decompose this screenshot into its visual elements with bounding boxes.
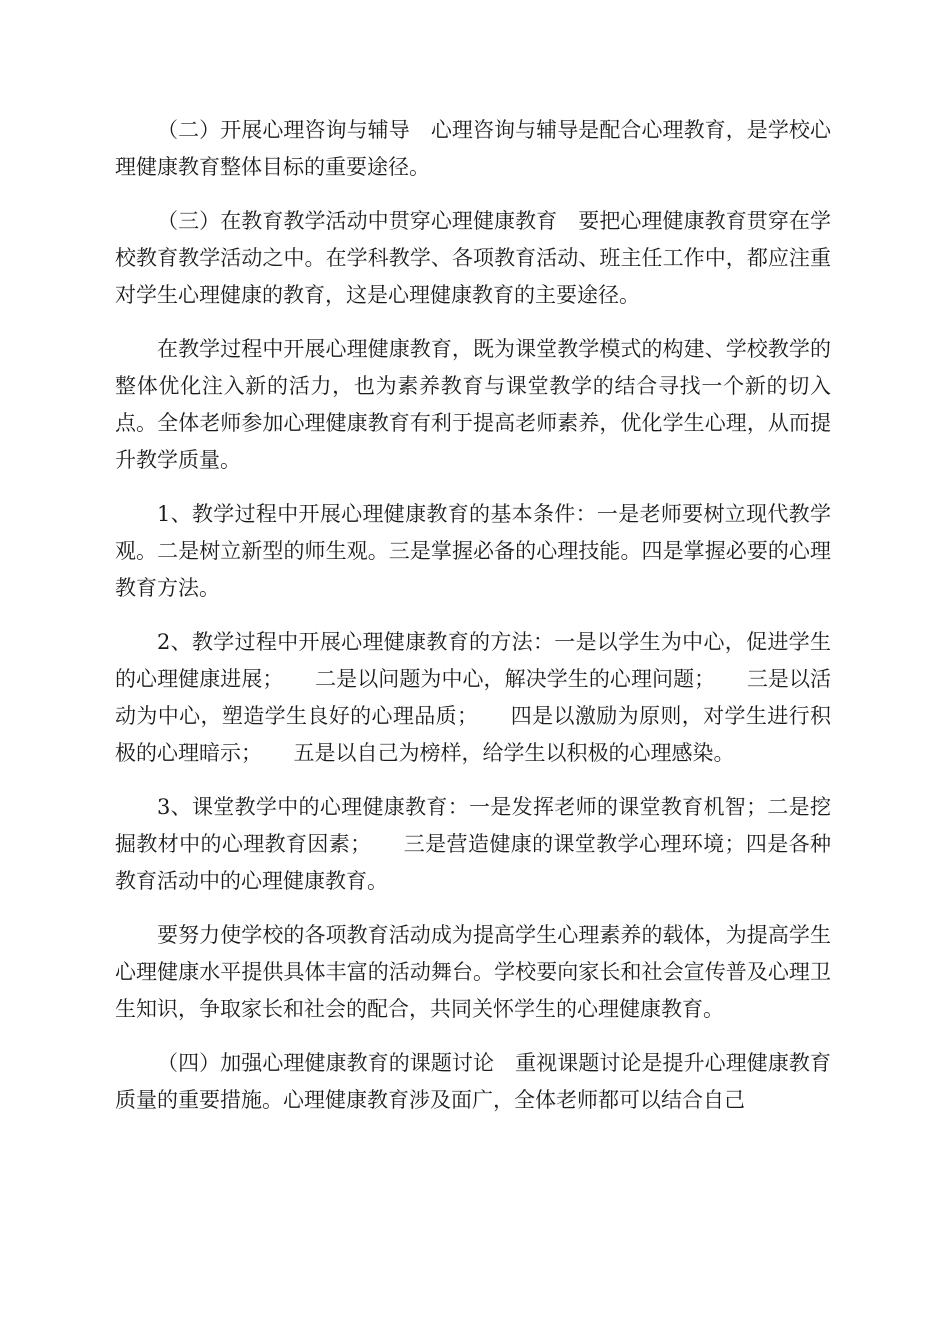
paragraph-item-3: 3、课堂教学中的心理健康教育：一是发挥老师的课堂教育机智；二是挖掘教材中的心理教育因素； 三是营造健康的课堂教学心理环境；四是各种教育活动中的心理健康教育。: [115, 795, 831, 893]
paragraph-activities: 要努力使学校的各项教育活动成为提高学生心理素养的载体，为提高学生心理健康水平提供具体丰富的活动舞台。学校要向家长和社会宣传普及心理卫生知识，争取家长和社会的配合，共同关怀学生的心理健康教育。: [115, 923, 831, 1021]
paragraph-section-2: （二）开展心理咨询与辅导 心理咨询与辅导是配合心理教育，是学校心理健康教育整体目标的重要途径。: [115, 118, 831, 179]
paragraph-section-3: （三）在教育教学活动中贯穿心理健康教育 要把心理健康教育贯穿在学校教育教学活动之中。在学科教学、各项教育活动、班主任工作中，都应注重对学生心理健康的教育，这是心理健康教育的主要途径。: [115, 209, 831, 307]
paragraph-section-4: （四）加强心理健康教育的课题讨论 重视课题讨论是提升心理健康教育质量的重要措施。心理健康教育涉及面广，全体老师都可以结合自己: [115, 1051, 831, 1112]
document-body: [115, 112, 831, 1136]
paragraph-item-1: 1、教学过程中开展心理健康教育的基本条件：一是老师要树立现代教学观。二是树立新型的师生观。三是掌握必备的心理技能。四是掌握必要的心理教育方法。: [115, 502, 831, 600]
paragraph-item-2: 2、教学过程中开展心理健康教育的方法：一是以学生为中心，促进学生的心理健康进展； 二是以问题为中心，解决学生的心理问题； 三是以活动为中心，塑造学生良好的心理品质； 四是以激励为原则，对学生进行积极的心理暗示； 五是以自己为榜样，给学生以积极的心理感染。: [115, 630, 831, 765]
paragraph-teaching-process: 在教学过程中开展心理健康教育，既为课堂教学模式的构建、学校教学的整体优化注入新的活力，也为素养教育与课堂教学的结合寻找一个新的切入点。全体老师参加心理健康教育有利于提高老师素养，优化学生心理，从而提升教学质量。: [115, 337, 831, 472]
